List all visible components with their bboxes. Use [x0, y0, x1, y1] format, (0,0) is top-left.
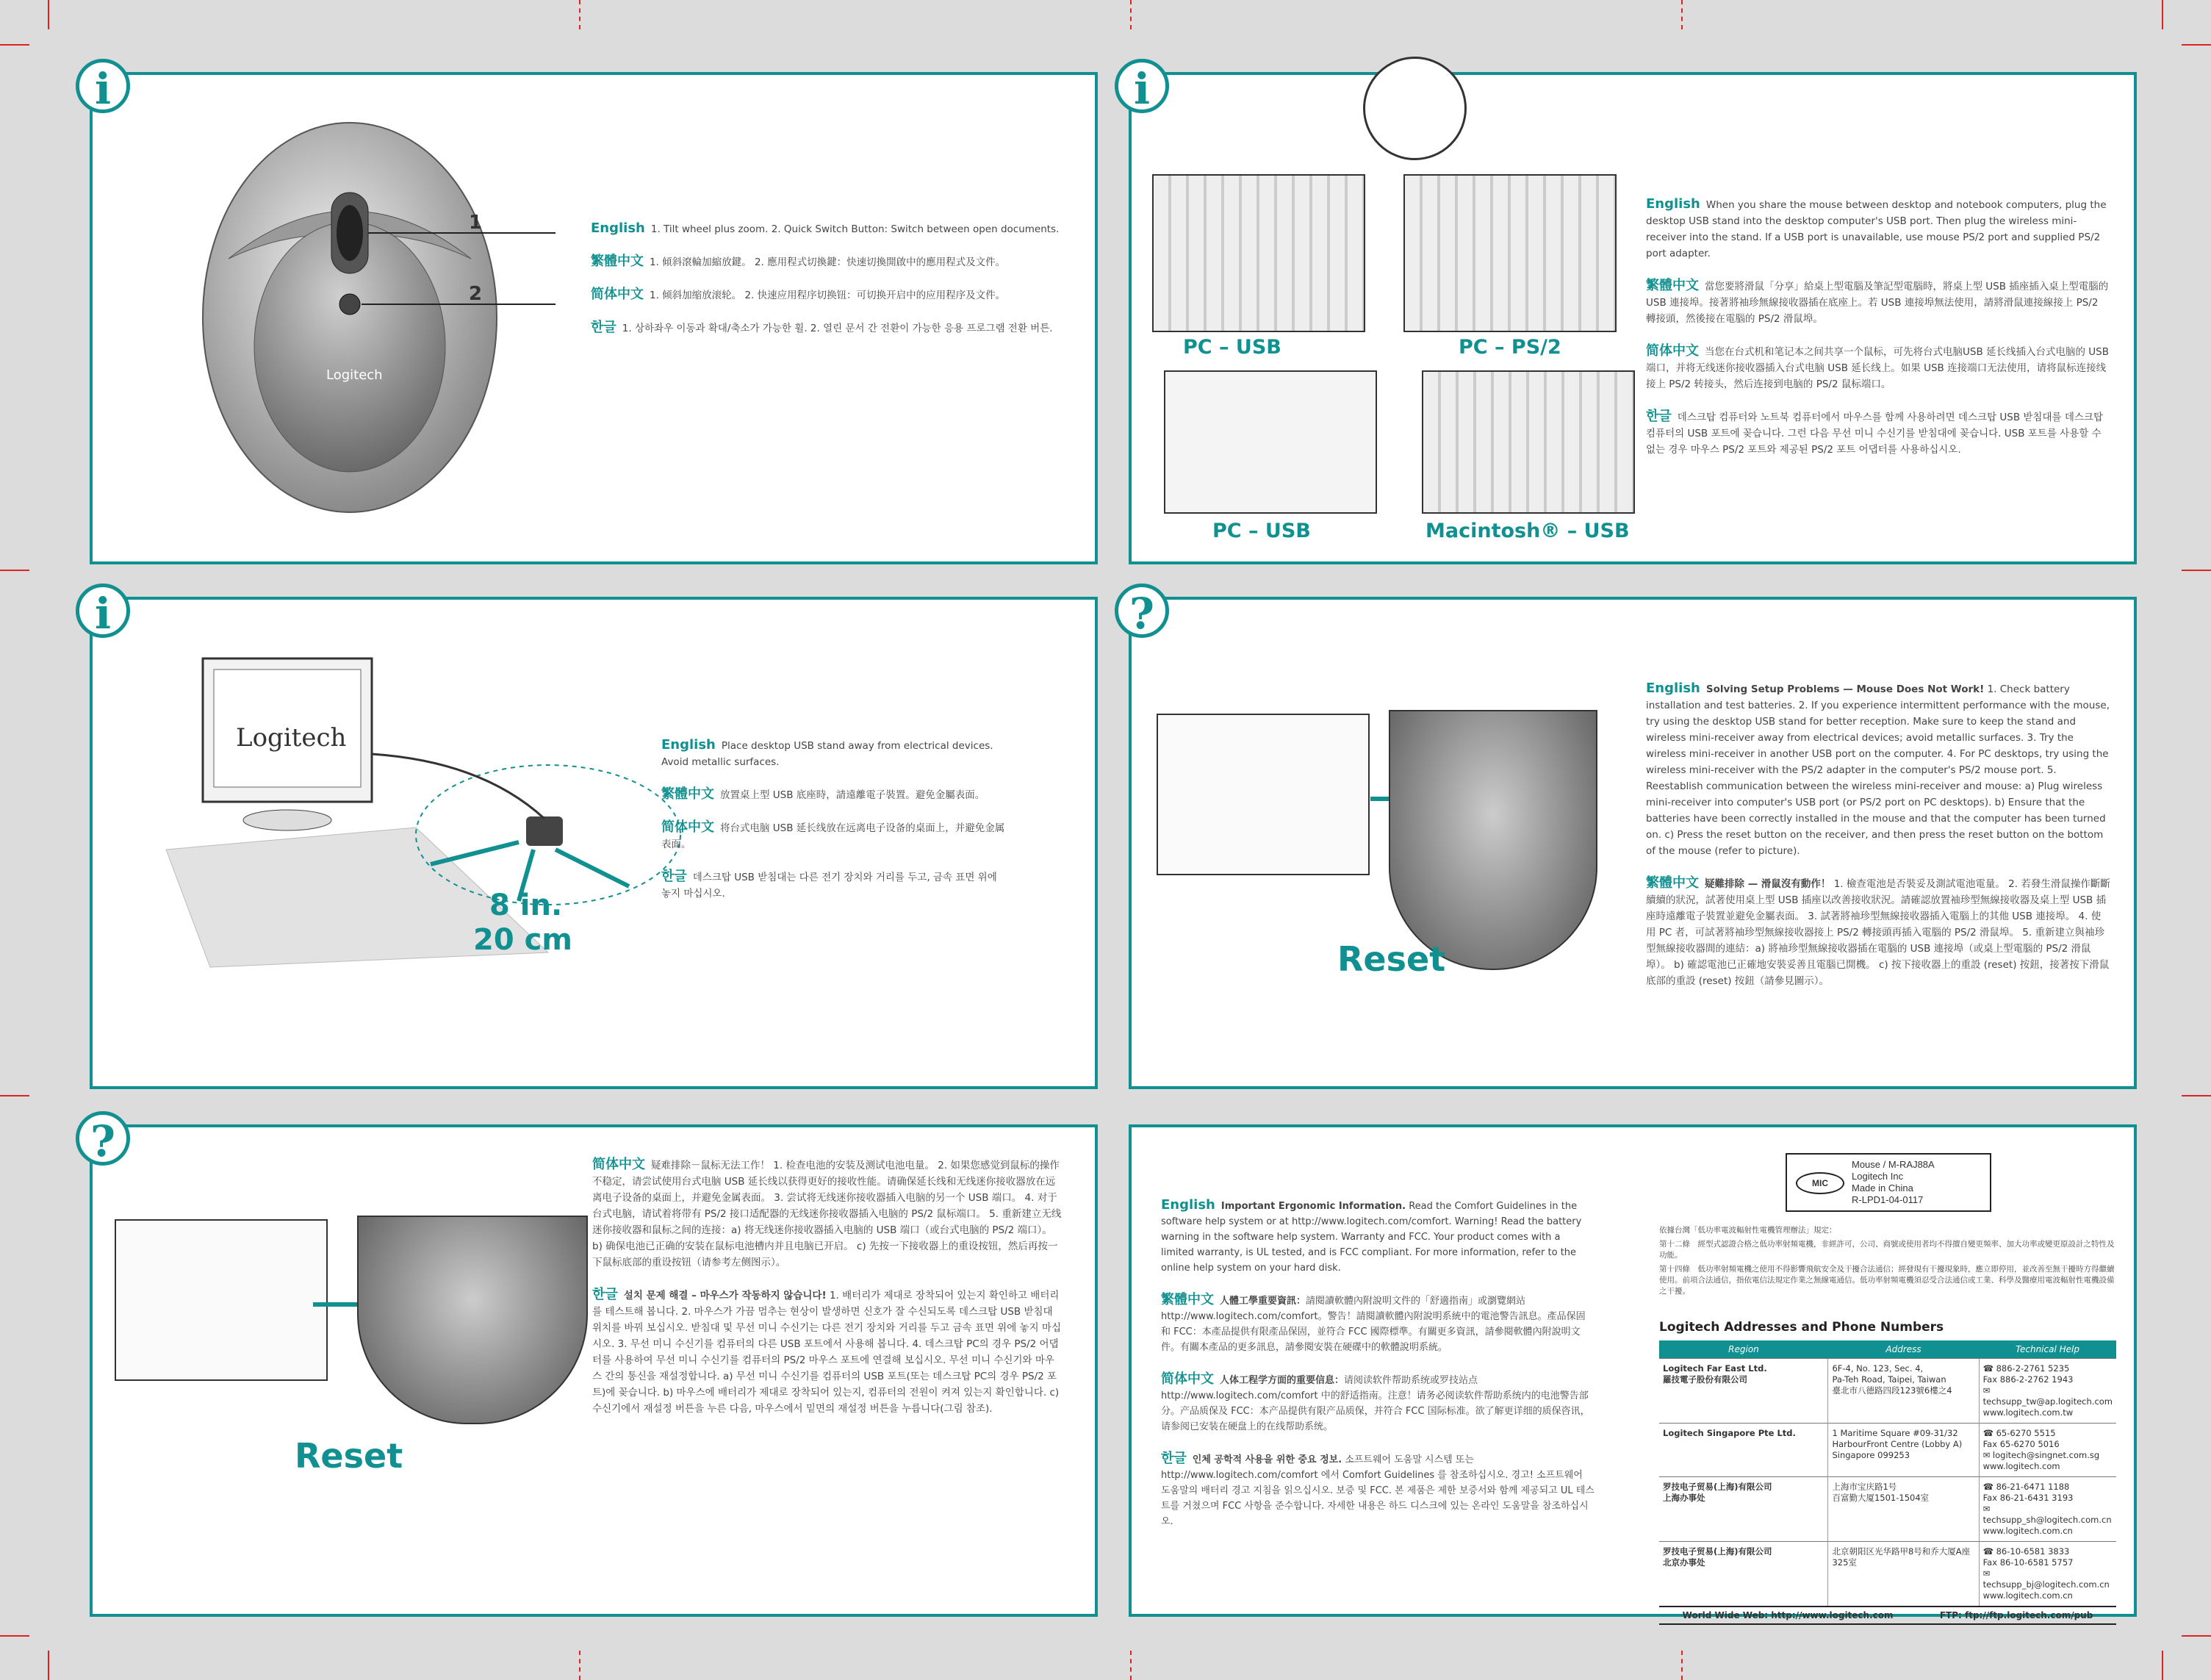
crop-mark: [2182, 1635, 2211, 1637]
distance-cm: 20 cm: [473, 923, 572, 957]
english-text: 1. Tilt wheel plus zoom. 2. Quick Switch Button: Switch between open documents.: [650, 223, 1060, 235]
regulatory-label: [1786, 1153, 1991, 1212]
info-badge: i: [1115, 59, 1169, 113]
company-cell: Logitech Far East Ltd. 羅技電子股份有限公司: [1659, 1359, 1828, 1424]
address-cell: 1 Maritime Square #09-31/32 HarbourFront Centre (Lobby A) Singapore 099253: [1828, 1424, 1979, 1477]
panel-connections: [1129, 72, 2137, 564]
fold-mark-top: [1130, 0, 1132, 29]
ps2-connector-zoom: [1363, 57, 1467, 160]
connection-label: PC – PS/2: [1459, 336, 1561, 359]
crop-mark: [2162, 0, 2163, 29]
trad-title: 人體工學重要資訊：: [1220, 1296, 1306, 1307]
reset-label: Reset: [295, 1436, 403, 1476]
fold-mark-bottom: [1681, 1651, 1683, 1680]
mouse-logo: Logitech: [326, 367, 383, 383]
col-header: Address: [1828, 1340, 1979, 1359]
panel-compliance-addresses: [1129, 1124, 2137, 1620]
lang-label-simp: 简体中文: [1646, 343, 1699, 359]
label-code: R-LPD1-04-0117: [1852, 1194, 1924, 1205]
address-cell: 上海市宝庆路1号 百富勤大厦1501-1504室: [1828, 1477, 1979, 1542]
mouse-bottom-illustration: [1389, 710, 1597, 970]
crop-mark: [0, 1095, 29, 1096]
simp-text: 请阅读软件帮助系统或罗技站点 http://www.logitech.com/comfort 中的舒适指南。注意！请务必阅读软件帮助系统内的电池警告部分。产品质保及 FCC：本产品提供有限产品质保，并符合 FCC 国际标准。欲了解更详细的质保咨讯，请参阅已安装在硬盘上的在线帮助系统。: [1161, 1375, 1590, 1432]
arrow-icon: [313, 1302, 357, 1307]
lang-label-korean: 한글: [592, 1287, 618, 1302]
mouse-top-illustration: [188, 112, 600, 523]
lang-label-english: English: [1646, 681, 1700, 696]
trad-text: 1. 傾斜滾輪加縮放鍵。 2. 應用程式切換鍵：快速切換開啟中的應用程式及文件。: [650, 256, 1006, 268]
company-cell: Logitech Singapore Pte Ltd.: [1659, 1424, 1828, 1477]
panel-troubleshoot-en-tc: [1129, 597, 2137, 1089]
company-cell: 罗技电子贸易(上海)有限公司 北京办事处: [1659, 1542, 1828, 1607]
lang-label-trad: 繁體中文: [591, 254, 644, 269]
mac-usb-illustration: [1422, 370, 1635, 514]
english-text: Read the Comfort Guidelines in the software help system or at http://www.logitech.com/comfort. Warning! Read the battery warning in the software help system. Warranty and FCC. Your product comes with a limited warranty, is UL tested, and is FCC compliant. For more information, refer to the online help system on your hard disk.: [1161, 1201, 1582, 1274]
lang-label-trad: 繁體中文: [661, 786, 714, 802]
mic-logo: MIC: [1796, 1172, 1844, 1194]
address-cell: 北京朝阳区光华路甲8号和乔大厦A座325室: [1828, 1542, 1979, 1607]
lang-label-korean: 한글: [1646, 409, 1672, 424]
lang-label-trad: 繁體中文: [1161, 1292, 1214, 1307]
simp-title: 人体工程学方面的重要信息：: [1220, 1375, 1345, 1386]
callout-number: 2: [469, 283, 483, 305]
english-title: Important Ergonomic Information.: [1220, 1201, 1406, 1212]
connection-label: PC – USB: [1183, 336, 1281, 359]
taiwan-intro: 依據台灣「低功率電波輻射性電機管理辦法」規定：: [1659, 1226, 1837, 1235]
panel1-text: [591, 220, 1061, 353]
simp-text: 1. 检查电池的安装及测试电池电量。 2. 如果您感觉到鼠标的操作不稳定，请尝试使用台式电脑 USB 延长线以获得更好的接收性能。请确保延长线和无线迷你接收器放在远离电子设备的桌面上，并避免金属表面。 3. 尝试将无线迷你接收器插入电脑的另一个 USB 端口。 4. 对于台式电脑，请试着将带有 PS/2 接口适配器的无线迷你接收器插入电脑的 PS/2 鼠标端口。 5. 重新建立无线迷你接收器和鼠标之间的连接：a) 将无线迷你接收器插入电脑的 USB 端口（或台式电脑的 PS/2 端口）。 b) 确保电池已正确的安装在鼠标电池槽内并且电脑已开启。 c) 先按一下接收器上的重设按钮，然后再按一下鼠标底部的重设按钮（请参考左侧图示）。: [592, 1160, 1062, 1268]
korean-text: 1. 상하좌우 이동과 확대/축소가 가능한 휠. 2. 열린 문서 간 전환이 가능한 응용 프로그램 전환 버튼.: [622, 323, 1053, 334]
taiwan-art12: 第十二條 經型式認證合格之低功率射頻電機，非經許可，公司、商號或使用者均不得擅自變更頻率、加大功率或變更原設計之特性及功能。: [1659, 1240, 2115, 1260]
monitor-desk-illustration: [137, 644, 725, 974]
label-made: Made in China: [1852, 1182, 1913, 1193]
crop-mark: [0, 570, 29, 571]
address-cell: 6F-4, No. 123, Sec. 4, Pa-Teh Road, Taipei, Taiwan 臺北市八德路四段123號6樓之4: [1828, 1359, 1979, 1424]
simp-text: 当您在台式机和笔记本之间共享一个鼠标，可先将台式电脑USB 延长线插入台式电脑的 USB 端口，并将无线迷你接收器插入台式电脑 USB 延长线上。如果 USB 连接端口无法使用，请将鼠标连接线接上 PS/2 转接头，然后连接到电脑的 PS/2 鼠标端口。: [1646, 346, 2110, 390]
panel4-text: [1646, 681, 2110, 1005]
callout-number: 1: [469, 212, 483, 234]
lang-label-english: English: [1646, 196, 1700, 212]
fold-mark-bottom: [579, 1651, 580, 1680]
english-text: When you share the mouse between desktop and notebook computers, plug the desktop USB stand into the desktop computer's USB port. Then plug the wireless mini-receiver into the stand. If a USB port is unavailable, use mouse PS/2 port and supplied PS/2 port adapter.: [1646, 199, 2107, 259]
col-header: Technical Help: [1979, 1340, 2116, 1359]
lang-label-simp: 简体中文: [592, 1157, 645, 1172]
addresses-footer: [1659, 1606, 2116, 1625]
simp-text: 将台式电脑 USB 延长线放在远离电子设备的桌面上，并避免金属表面。: [661, 822, 1005, 850]
korean-text: 소프트웨어 도움말 시스템 또는 http://www.logitech.com/comfort 에서 Comfort Guidelines 를 참조하십시오. 경고! 소프트웨어 도움말의 배터리 경고 지침을 읽으십시오. 보증 및 FCC. 본 제품은 제한 보증서와 함께 제공되고 UL 테스트를 거쳤으며 FCC 사항을 준수합니다. 자세한 내용은 하드 디스크에 있는 온라인 도움말을 참조하십시오.: [1161, 1454, 1595, 1527]
crop-mark: [2162, 1651, 2163, 1680]
trad-text: 放置桌上型 USB 底座時，請遠離電子裝置。避免金屬表面。: [720, 789, 985, 801]
simp-text: 1. 倾斜加缩放滚轮。 2. 快速应用程序切换钮：可切换开启中的应用程序及文件。: [650, 290, 1006, 301]
info-badge: i: [76, 584, 130, 638]
receiver-reset-illustration: [1157, 714, 1370, 875]
korean-text: 데스크탑 컴퓨터와 노트북 컴퓨터에서 마우스를 함께 사용하려면 데스크탑 USB 받침대를 데스크탑 컴퓨터의 USB 포트에 꽂습니다. 그런 다음 무선 미니 수신기를 받침대에 꽂습니다. USB 포트를 사용할 수 없는 경우 마우스 PS/2 포트와 제공된 PS/2 포트 어댑터를 사용하십시오.: [1646, 412, 2104, 456]
label-company: Logitech Inc: [1852, 1171, 1904, 1182]
addresses-block: [1659, 1320, 2116, 1625]
company-cell: 罗技电子贸易(上海)有限公司 上海办事处: [1659, 1477, 1828, 1542]
english-text: Place desktop USB stand away from electrical devices. Avoid metallic surfaces.: [661, 740, 993, 768]
lang-label-trad: 繁體中文: [1646, 875, 1699, 891]
help-badge: ?: [76, 1111, 130, 1166]
panel-mouse-features: [90, 72, 1098, 564]
table-row: [1659, 1477, 2116, 1542]
crop-mark: [0, 1635, 29, 1637]
lang-label-simp: 简体中文: [661, 819, 714, 835]
lang-label-simp: 简体中文: [591, 287, 644, 302]
table-row: [1659, 1359, 2116, 1424]
simp-title: 疑难排除－鼠标无法工作！: [651, 1160, 770, 1171]
korean-text: 1. 배터리가 제대로 장착되어 있는지 확인하고 배터리를 테스트해 봅니다. 2. 마우스가 가끔 멈추는 현상이 발생하면 신호가 잘 수신되도록 데스크탑 USB 받침대 위치를 바꿔 보십시오. 받침대 및 무선 미니 수신기는 다른 전기 장치와 거리를 두고 금속 표면 위에 놓지 마십시오. 3. 무선 미니 수신기를 컴퓨터의 다른 USB 포트에서 사용해 봅니다. 4. 데스크탑 PC의 경우 PS/2 어댑터를 사용하여 무선 미니 수신기를 컴퓨터의 PS/2 마우스 포트에 연결해 보십시오. 무선 미니 수신기와 마우스 간의 통신을 재설정합니다. a) 무선 미니 수신기를 컴퓨터의 USB 포트(또는 데스크탑 PC의 경우 PS/2 포트)에 꽂습니다. b) 마우스에 배터리가 제대로 장착되어 있는지, 컴퓨터의 전원이 켜져 있는지 확인합니다. c) 수신기에서 재설정 버튼을 누른 다음, 마우스에서 밑면의 재설정 버튼을 누릅니다(그림 참조).: [592, 1290, 1062, 1415]
connection-label: Macintosh® – USB: [1426, 520, 1630, 542]
desktop-pc-usb-illustration: [1152, 174, 1365, 332]
trad-text: 請閱讀軟體內附說明文件的「舒適指南」或瀏覽網站 http://www.logitech.com/comfort。警告！請閱讀軟體內附說明系統中的電池警告訊息。產品保固和 FCC：本產品提供有限產品保固，並符合 FCC 國際標準。有關更多資訊，請參閱軟體內附說明文件。有關本產品的更多訊息，請參閱安裝在硬碟中的軟體說明系統。: [1161, 1296, 1586, 1353]
info-badge: i: [76, 59, 130, 113]
crop-mark: [48, 0, 49, 29]
mouse-bottom-illustration: [357, 1216, 588, 1424]
label-model: Mouse / M-RAJ88A: [1852, 1159, 1935, 1170]
panel-placement: [90, 597, 1098, 1089]
connection-label: PC – USB: [1212, 520, 1311, 542]
receiver-reset-illustration: [115, 1219, 328, 1381]
lang-label-korean: 한글: [1161, 1451, 1187, 1466]
phone-cell: ☎ 86-21-6471 1188 Fax 86-21-6431 3193 ✉ techsupp_sh@logitech.com.cn www.logitech.com.cn: [1979, 1477, 2116, 1542]
distance-inches: 8 in.: [489, 889, 563, 922]
trad-text: 1. 檢查電池是否裝妥及測試電池電量。 2. 若發生滑鼠操作斷斷續續的狀況，試著使用桌上型 USB 插座以改善接收狀況。請確認放置袖珍型無線接收器及桌上型 USB 插座時遠離電子裝置並避免金屬表面。 3. 試著將袖珍型無線接收器插入電腦上的其他 USB 連接埠。 4. 使用 PC 者，可試著將袖珍型無線接收器接上 PS/2 轉接頭再插入電腦的 PS/2 滑鼠埠。 5. 重新建立與袖珍型無線接收器間的連結：a) 將袖珍型無線接收器插在電腦的 USB 連接埠（或桌上型電腦的 PS/2 滑鼠埠）。 b) 確認電池已正確地安裝妥善且電腦已開機。 c) 按下接收器上的重設 (reset) 按鈕，接著按下滑鼠底部的重設 (reset) 按鈕（請參見圖示）。: [1646, 878, 2110, 987]
lang-label-trad: 繁體中文: [1646, 278, 1699, 293]
addresses-title: Logitech Addresses and Phone Numbers: [1659, 1320, 1944, 1335]
english-title: Solving Setup Problems — Mouse Does Not Work!: [1705, 683, 1985, 695]
crop-mark: [0, 44, 29, 46]
english-text: 1. Check battery installation and test batteries. 2. If you experience intermittent performance with the mouse, try using the desktop USB stand for better reception. Make sure to keep the stand and wireless mini-receiver away from electrical devices; avoid metallic surfaces. 3. Try the wireless mini-receiver in another USB port on the computer. 4. For PC desktops, try using the wireless mini-receiver with the PS/2 adapter in the computer's PS/2 mouse port. 5. Reestablish communication between the wireless mini-receiver and mouse: a) Plug wireless mini-receiver into computer's USB port (or PS/2 port on PC desktops). b) Ensure that the batteries have been correctly installed in the mouse and that the computer has been turned on. c) Press the reset button on the receiver, and then press the reset button on the bottom of the mouse (refer to picture).: [1646, 683, 2110, 857]
phone-cell: ☎ 886-2-2761 5235 Fax 886-2-2762 1943 ✉ techsupp_tw@ap.logitech.com www.logitech.com.tw: [1979, 1359, 2116, 1424]
lang-label-english: English: [591, 220, 645, 236]
taiwan-art14: 第十四條 低功率射頻電機之使用不得影響飛航安全及干擾合法通信；經發現有干擾現象時，應立即停用，並改善至無干擾時方得繼續使用。前項合法通信，指依電信法規定作業之無線電通信。低功率射頻電機須忍受合法通信或工業、科學及醫療用電波輻射性電機設備之干擾。: [1659, 1265, 2115, 1296]
table-row: [1659, 1424, 2116, 1477]
reset-label: Reset: [1337, 939, 1446, 979]
trad-title: 疑難排除 — 滑鼠沒有動作！: [1705, 878, 1831, 890]
korean-text: 데스크탑 USB 받침대는 다른 전기 장치와 거리를 두고, 금속 표면 위에 놓지 마십시오.: [661, 872, 997, 900]
phone-cell: ☎ 86-10-6581 3833 Fax 86-10-6581 5757 ✉ techsupp_bj@logitech.com.cn www.logitech.com.cn: [1979, 1542, 2116, 1607]
laptop-usb-illustration: [1164, 370, 1377, 514]
monitor-logo: Logitech: [236, 723, 347, 753]
crop-mark: [2182, 44, 2211, 46]
korean-title: 설치 문제 해결 – 마우스가 작동하지 않습니다!: [623, 1290, 827, 1302]
lang-label-korean: 한글: [661, 869, 687, 884]
fold-mark-top: [579, 0, 580, 29]
panel5-text: [592, 1157, 1063, 1433]
lang-label-english: English: [1161, 1197, 1215, 1213]
ftp-link[interactable]: FTP: ftp://ftp.logitech.com/pub: [1939, 1610, 2093, 1620]
desktop-pc-ps2-illustration: [1403, 174, 1617, 332]
web-link[interactable]: World Wide Web: http://www.logitech.com: [1682, 1610, 1894, 1620]
fold-mark-top: [1681, 0, 1683, 29]
crop-mark: [48, 1651, 49, 1680]
crop-mark: [2182, 1095, 2211, 1096]
addresses-table: [1659, 1340, 2116, 1606]
fold-mark-bottom: [1130, 1651, 1132, 1680]
panel-troubleshoot-sc-ko: [90, 1124, 1098, 1617]
korean-title: 인체 공학적 사용을 위한 중요 정보.: [1192, 1454, 1342, 1465]
panel6-text: [1161, 1197, 1595, 1546]
lang-label-english: English: [661, 737, 716, 753]
crop-mark: [2182, 570, 2211, 571]
taiwan-regulation: [1659, 1225, 2116, 1297]
panel2-text: [1646, 196, 2109, 474]
col-header: Region: [1659, 1340, 1828, 1359]
table-row: [1659, 1542, 2116, 1607]
panel3-text: [661, 737, 1007, 918]
trad-text: 當您要將滑鼠「分享」給桌上型電腦及筆記型電腦時，將桌上型 USB 插座插入桌上型電腦的 USB 連接埠。接著將袖珍無線接收器插在底座上。若 USB 連接埠無法使用，請將滑鼠連接線接上 PS/2 轉接頭，然後接在電腦的 PS/2 滑鼠埠。: [1646, 281, 2109, 325]
phone-cell: ☎ 65-6270 5515 Fax 65-6270 5016 ✉ logitech@singnet.com.sg www.logitech.com: [1979, 1424, 2116, 1477]
lang-label-simp: 简体中文: [1161, 1371, 1214, 1387]
help-badge: ?: [1115, 584, 1169, 638]
lang-label-korean: 한글: [591, 320, 616, 335]
